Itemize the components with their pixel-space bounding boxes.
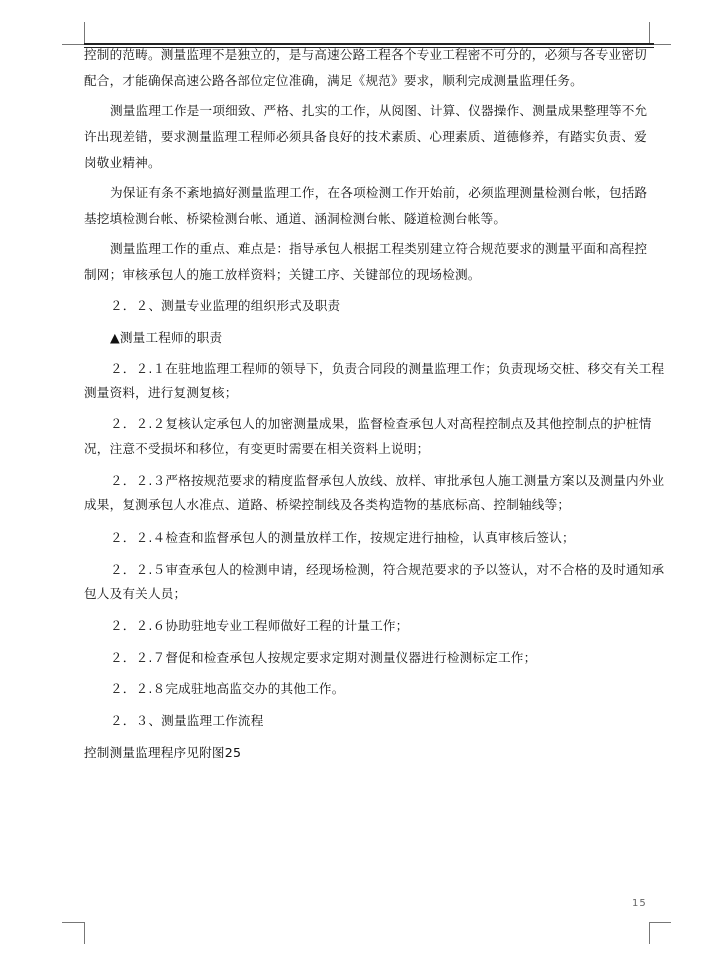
text-line: 控制测量监理程序见附图25	[84, 745, 242, 760]
subsection-heading: ▲测量工程师的职责	[110, 330, 223, 345]
text-line: ２．２.８完成驻地高监交办的其他工作。	[110, 681, 345, 696]
text-line: 包人及有关人员；	[84, 586, 187, 601]
crop-mark-bottom-left-h	[62, 922, 84, 923]
text-line: 制网；审核承包人的施工放样资料；关键工序、关键部位的现场检测。	[84, 267, 481, 282]
crop-mark-top-right-v	[649, 22, 650, 44]
section-heading: ２．２、测量专业监理的组织形式及职责	[110, 298, 341, 313]
text-line: 况，注意不受损坏和移位，有变更时需要在相关资料上说明；	[84, 441, 430, 456]
text-line: 控制的范畴。测量监理不是独立的，是与高速公路工程各个专业工程密不可分的，必须与各专业密切	[84, 47, 647, 62]
text-line: 基挖填检测台帐、桥梁检测台帐、通道、涵洞检测台帐、隧道检测台帐等。	[84, 211, 507, 226]
text-line: ２．２.２复核认定承包人的加密测量成果，监督检查承包人对高程控制点及其他控制点的护桩情	[110, 416, 652, 431]
crop-mark-bottom-right-v	[649, 922, 650, 944]
text-line: 岗敬业精神。	[84, 155, 161, 170]
page-number: 15	[632, 898, 647, 909]
text-line: 测量监理工作是一项细致、严格、扎实的工作，从阅图、计算、仪器操作、测量成果整理等不允	[110, 103, 648, 118]
text-line: ２．２.３严格按规范要求的精度监督承包人放线、放样、审批承包人施工测量方案以及测量内外业	[110, 473, 665, 488]
text-line: 许出现差错，要求测量监理工程师必须具备良好的技术素质、心理素质、道德修养，有踏实负责、爱	[84, 129, 647, 144]
crop-mark-bottom-left-v	[84, 922, 85, 944]
text-line: ２．２.７督促和检查承包人按规定要求定期对测量仪器进行检测标定工作；	[110, 650, 537, 665]
crop-mark-top-left-h	[62, 44, 84, 45]
text-line: 成果，复测承包人水准点、道路、桥梁控制线及各类构造物的基底标高、控制轴线等；	[84, 497, 571, 512]
text-line: ２．２.６协助驻地专业工程师做好工程的计量工作；	[110, 618, 409, 633]
text-line: 测量监理工作的重点、难点是：指导承包人根据工程类别建立符合规范要求的测量平面和高程控	[110, 241, 648, 256]
crop-mark-bottom-right-h	[649, 922, 671, 923]
section-heading: ２．３、测量监理工作流程	[110, 713, 264, 728]
crop-mark-top-left-v	[84, 22, 85, 44]
text-line: ２．２.５审查承包人的检测申请，经现场检测，符合规范要求的予以签认，对不合格的及时通知承	[110, 562, 665, 577]
text-line: ２．２.１在驻地监理工程师的领导下，负责合同段的测量监理工作；负责现场交桩、移交有关工程	[110, 361, 665, 376]
text-line: ２．２.４检查和监督承包人的测量放样工作，按规定进行抽检，认真审核后签认；	[110, 530, 575, 545]
text-line: 为保证有条不紊地搞好测量监理工作，在各项检测工作开始前，必须监理测量检测台帐，包括路	[110, 185, 648, 200]
text-line: 配合，才能确保高速公路各部位定位准确，满足《规范》要求，顺利完成测量监理任务。	[84, 73, 583, 88]
text-line: 测量资料，进行复测复核；	[84, 385, 238, 400]
